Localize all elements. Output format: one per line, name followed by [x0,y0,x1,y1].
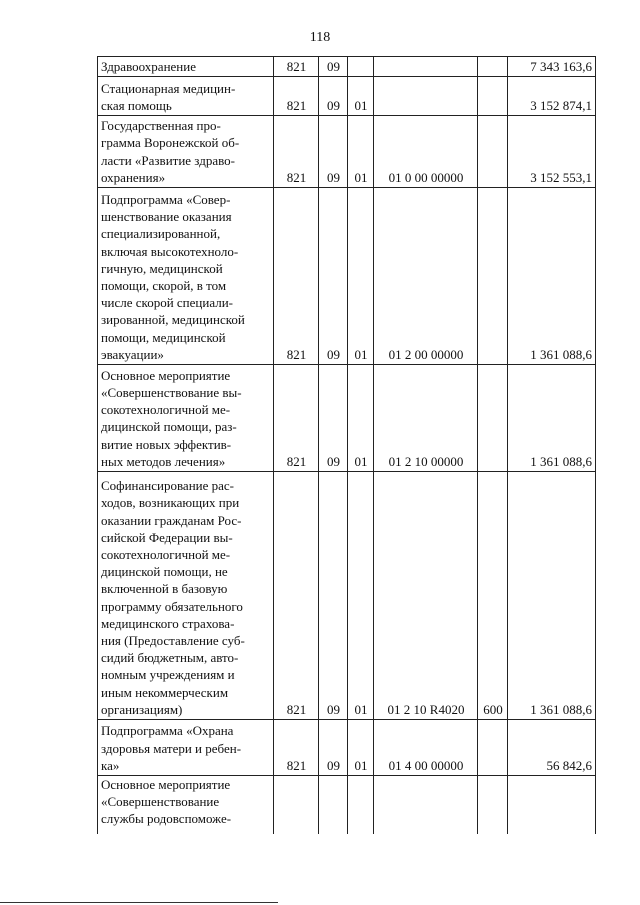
footer-separator-line [0,902,278,903]
table-row [98,188,596,365]
row-name-cell: Стационарная медицин- ская помощь [98,77,274,116]
table-row [98,77,596,116]
table-row [98,365,596,472]
amount-cell [508,776,596,834]
row-name-cell: Подпрограмма «Охрана здоровья матери и ребен- ка» [98,720,274,776]
amount-cell: 56 842,6 [508,720,596,776]
section-code-cell: 09 [319,77,348,116]
page-number: 118 [309,30,331,45]
subsection-code-cell: 01 [348,720,374,776]
amount-cell: 3 152 874,1 [508,77,596,116]
target-article-cell [374,57,478,77]
target-article-cell: 01 0 00 00000 [374,116,478,188]
amount-cell: 7 343 163,6 [508,57,596,77]
amount-cell: 1 361 088,6 [508,472,596,720]
section-code-cell: 09 [319,57,348,77]
section-code-cell: 09 [319,365,348,472]
expense-type-cell [478,365,508,472]
row-name-cell: Софинансирование рас- ходов, возникающих при оказании гражданам Рос- сийской Федерации вы- сокотехнологичной ме- дицинской помощи, не включенной в базовую программу обязательного медицинского страхова- ния (Предоставление суб- сидий бюджетным, авто- номным учреждениям и иным некоммерческим организациям) [98,472,274,720]
target-article-cell: 01 2 10 00000 [374,365,478,472]
amount-cell: 1 361 088,6 [508,188,596,365]
expense-type-cell [478,77,508,116]
subsection-code-cell [348,776,374,834]
subsection-code-cell: 01 [348,365,374,472]
expense-type-cell [478,776,508,834]
ministry-code-cell: 821 [274,116,319,188]
target-article-cell [374,776,478,834]
ministry-code-cell [274,776,319,834]
ministry-code-cell: 821 [274,188,319,365]
section-code-cell: 09 [319,720,348,776]
table-row [98,116,596,188]
section-code-cell [319,776,348,834]
row-name-cell: Основное мероприятие «Совершенствование вы- сокотехнологичной ме- дицинской помощи, раз- витие новых эффектив- ных методов лечения» [98,365,274,472]
section-code-cell: 09 [319,188,348,365]
ministry-code-cell: 821 [274,57,319,77]
ministry-code-cell: 821 [274,720,319,776]
ministry-code-cell: 821 [274,472,319,720]
ministry-code-cell: 821 [274,365,319,472]
subsection-code-cell: 01 [348,77,374,116]
row-name-cell: Подпрограмма «Совер- шенствование оказания специализированной, включая высокотехноло- гичную, медицинской помощи, скорой, в том числе скорой специали- зированной, медицинской помощи, медицинской эвакуации» [98,188,274,365]
row-name-cell: Здравоохранение [98,57,274,77]
row-name-cell: Государственная про- грамма Воронежской об- ласти «Развитие здраво- охранения» [98,116,274,188]
target-article-cell: 01 2 10 R4020 [374,472,478,720]
expense-type-cell [478,116,508,188]
section-code-cell: 09 [319,116,348,188]
expense-type-cell [478,188,508,365]
table-row [98,776,596,834]
budget-table [97,56,596,834]
table-row [98,57,596,77]
table-row [98,720,596,776]
section-code-cell: 09 [319,472,348,720]
target-article-cell: 01 2 00 00000 [374,188,478,365]
target-article-cell: 01 4 00 00000 [374,720,478,776]
subsection-code-cell [348,57,374,77]
expense-type-cell [478,57,508,77]
target-article-cell [374,77,478,116]
table-row [98,472,596,720]
row-name-cell: Основное мероприятие «Совершенствование службы родовспоможе- [98,776,274,834]
ministry-code-cell: 821 [274,77,319,116]
subsection-code-cell: 01 [348,472,374,720]
expense-type-cell: 600 [478,472,508,720]
subsection-code-cell: 01 [348,188,374,365]
subsection-code-cell: 01 [348,116,374,188]
expense-type-cell [478,720,508,776]
amount-cell: 3 152 553,1 [508,116,596,188]
amount-cell: 1 361 088,6 [508,365,596,472]
